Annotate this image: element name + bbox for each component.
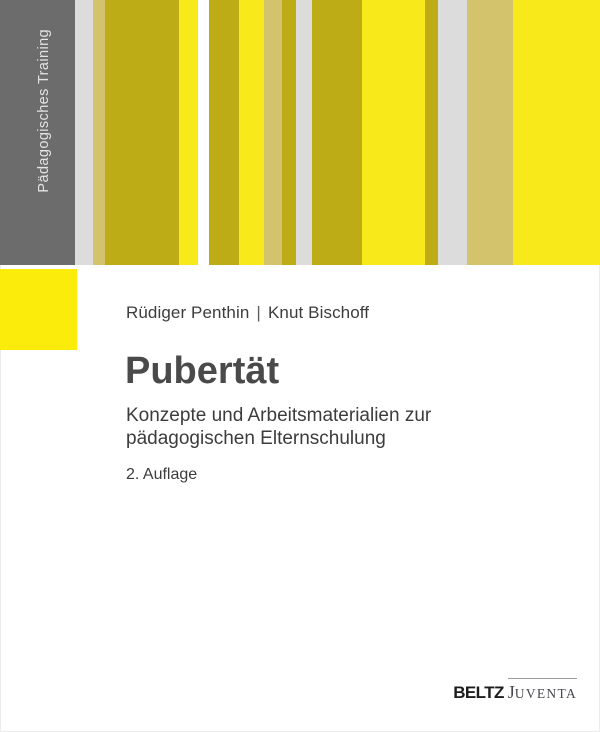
stripe-segment [179,0,198,265]
stripe-segment [296,0,312,265]
author-line [126,303,369,323]
publisher-juventa-wordmark [508,680,577,703]
stripe-segment [467,0,513,265]
stripe-segment [75,0,93,265]
author-second: Knut Bischoff [267,303,370,322]
book-subtitle: Konzepte und Arbeitsmaterialien zur pädagogischen Elternschulung [126,405,432,449]
stripe-segment [282,0,296,265]
stripe-segment [105,0,179,265]
publisher-beltz-wordmark: BELTZ [453,683,504,702]
stripe-band [0,0,600,265]
juventa-initial: J [507,682,515,702]
stripe-segment [93,0,105,265]
stripe-segment [198,0,209,265]
juventa-rest: UVENTA [514,686,577,701]
stripe-segment [438,0,467,265]
juventa-overline [508,678,577,679]
book-title: Pubertät [125,350,280,392]
author-separator: | [256,303,261,322]
yellow-square [0,269,77,350]
stripe-segment [264,0,282,265]
stripe-segment [312,0,362,265]
stripe-segment [513,0,600,265]
publisher-logo [453,680,577,703]
stripe-segment [239,0,264,265]
stripe-segment [362,0,425,265]
author-first: Rüdiger Penthin [126,303,250,322]
stripe-segment [209,0,239,265]
stripe-segment [425,0,438,265]
series-label: Pädagogisches Training [36,29,52,193]
edition-label: 2. Auflage [126,466,198,483]
